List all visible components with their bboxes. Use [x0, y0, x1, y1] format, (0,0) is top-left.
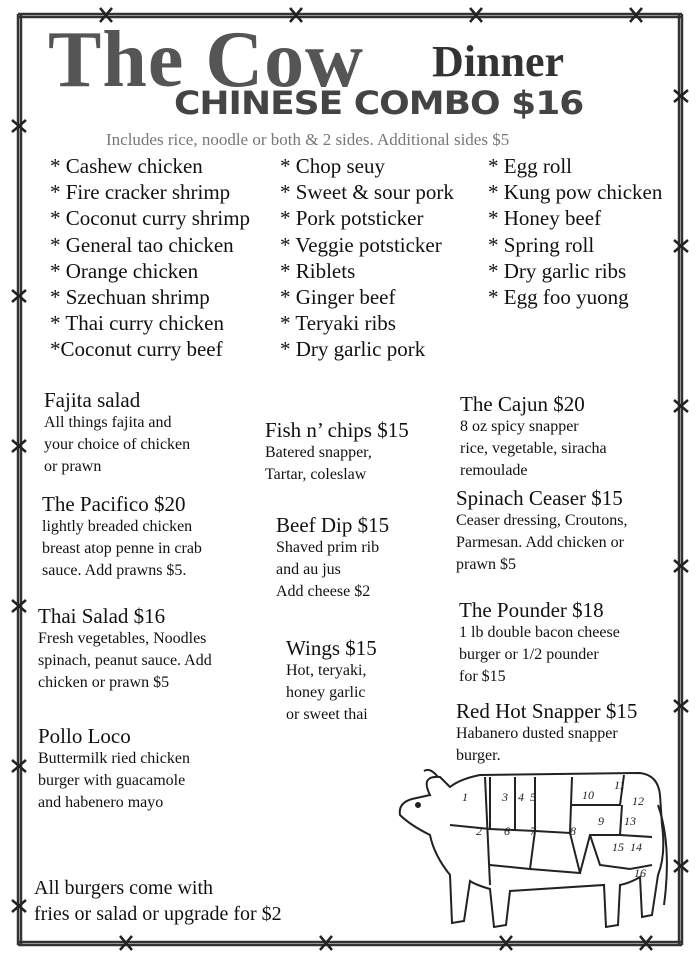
- item-desc: Buttermilk ried chicken: [38, 750, 190, 768]
- item-desc: Fresh vegetables, Noodles: [38, 630, 207, 648]
- item-desc: All things fajita and: [44, 414, 172, 432]
- item-desc: Hot, teryaki,: [286, 662, 367, 680]
- item-desc: burger with guacamole: [38, 772, 186, 790]
- cut-number: 4: [518, 790, 524, 804]
- combo-item: * Egg foo yuong: [488, 285, 629, 310]
- menu-item-red-hot-snapper: [456, 699, 637, 767]
- cut-number: 12: [632, 794, 644, 808]
- item-desc: or sweet thai: [286, 706, 368, 724]
- combo-item: * Szechuan shrimp: [50, 285, 210, 310]
- cut-number: 16: [634, 866, 646, 880]
- item-desc: rice, vegetable, siracha: [460, 440, 607, 458]
- item-title: The Pacifico $20: [42, 492, 186, 516]
- combo-item: * Riblets: [280, 258, 356, 283]
- combo-column-3: [488, 153, 662, 310]
- menu-item-fajita-salad: [44, 388, 190, 478]
- combo-column-1: [50, 153, 250, 363]
- item-desc: spinach, peanut sauce. Add: [38, 652, 212, 670]
- item-desc: Parmesan. Add chicken or: [456, 534, 624, 552]
- combo-item: * Sweet & sour pork: [280, 180, 454, 205]
- combo-item: * Egg roll: [488, 154, 572, 178]
- item-desc: or prawn: [44, 458, 102, 476]
- menu-item-wings: [286, 636, 377, 726]
- cut-number: 11: [614, 778, 626, 792]
- item-desc: prawn $5: [456, 556, 516, 574]
- combo-item: * Cashew chicken: [50, 154, 203, 178]
- item-desc: and habenero mayo: [38, 794, 164, 812]
- item-desc: Add cheese $2: [276, 583, 371, 601]
- combo-item: * Dry garlic ribs: [488, 258, 627, 283]
- burgers-note-line: All burgers come with: [34, 877, 214, 899]
- menu-item-beef-dip: [276, 513, 389, 603]
- combo-item: * Pork potsticker: [280, 206, 424, 231]
- combo-item: * Veggie potsticker: [280, 232, 442, 257]
- menu-item-pacifico: [42, 492, 202, 582]
- combo-item: * Dry garlic pork: [280, 337, 426, 362]
- item-desc: honey garlic: [286, 684, 366, 702]
- item-desc: 1 lb double bacon cheese: [459, 624, 620, 642]
- menu-item-pounder: [459, 598, 620, 688]
- meal-heading: Dinner: [432, 37, 564, 86]
- item-desc: and au jus: [276, 561, 341, 579]
- item-desc: your choice of chicken: [44, 436, 191, 454]
- cut-number: 3: [502, 790, 508, 804]
- menu-item-spinach-ceaser: [456, 486, 628, 576]
- item-title: Wings $15: [286, 636, 377, 660]
- cut-number: 6: [504, 824, 510, 838]
- cut-number: 5: [530, 790, 536, 804]
- item-title: Fajita salad: [44, 388, 141, 412]
- item-desc: for $15: [459, 668, 506, 686]
- combo-item: * Orange chicken: [50, 258, 199, 283]
- item-title: Fish n’ chips $15: [265, 418, 409, 442]
- item-desc: Habanero dusted snapper: [456, 725, 618, 743]
- cut-number: 15: [612, 840, 624, 854]
- cow-cuts-illustration: [390, 765, 670, 935]
- combo-item: * General tao chicken: [50, 232, 234, 257]
- item-title: Beef Dip $15: [276, 513, 390, 537]
- burgers-note: [34, 875, 282, 927]
- item-desc: Batered snapper,: [265, 444, 372, 462]
- combo-item: * Teryaki ribs: [280, 311, 396, 336]
- cut-number: 14: [630, 840, 642, 854]
- cut-number: 7: [530, 824, 536, 838]
- combo-column-2: [280, 153, 454, 363]
- item-desc: Shaved prim rib: [276, 539, 380, 557]
- combo-item: * Spring roll: [488, 232, 595, 257]
- item-desc: Tartar, coleslaw: [265, 466, 367, 484]
- combo-includes-note: Includes rice, noodle or both & 2 sides. Additional sides $5: [106, 130, 510, 149]
- item-desc: breast atop penne in crab: [42, 540, 202, 558]
- item-desc: lightly breaded chicken: [42, 518, 193, 536]
- combo-item: * Honey beef: [488, 206, 602, 231]
- item-desc: chicken or prawn $5: [38, 674, 170, 692]
- item-desc: sauce. Add prawns $5.: [42, 562, 187, 580]
- item-title: The Pounder $18: [459, 598, 604, 622]
- cut-number: 9: [598, 814, 604, 828]
- item-desc: Ceaser dressing, Croutons,: [456, 512, 628, 530]
- cut-number: 10: [582, 788, 594, 802]
- item-title: Red Hot Snapper $15: [456, 699, 638, 723]
- menu-item-pollo-loco: [38, 724, 190, 814]
- cut-number: 8: [570, 824, 576, 838]
- menu-item-thai-salad: [38, 604, 212, 694]
- combo-item: * Fire cracker shrimp: [50, 180, 231, 205]
- item-title: Spinach Ceaser $15: [456, 486, 623, 510]
- combo-item: * Ginger beef: [280, 285, 396, 310]
- restaurant-title: The Cow: [48, 16, 364, 104]
- burgers-note-line: fries or salad or upgrade for $2: [34, 903, 282, 925]
- cut-number: 1: [462, 790, 468, 804]
- menu-item-cajun: [460, 392, 607, 482]
- cut-number: 13: [624, 814, 636, 828]
- cut-number: 2: [476, 824, 482, 838]
- item-desc: burger or 1/2 pounder: [459, 646, 599, 664]
- combo-item: * Kung pow chicken: [488, 180, 663, 205]
- item-desc: 8 oz spicy snapper: [460, 418, 579, 436]
- item-title: Thai Salad $16: [38, 604, 166, 628]
- item-desc: remoulade: [460, 462, 528, 480]
- combo-heading: CHINESE COMBO $16: [174, 85, 584, 123]
- combo-item: * Chop seuy: [280, 154, 385, 178]
- combo-item: * Coconut curry shrimp: [50, 206, 251, 231]
- item-title: The Cajun $20: [460, 392, 585, 416]
- combo-item: *Coconut curry beef: [50, 337, 223, 362]
- menu-item-fish-chips: [265, 418, 409, 486]
- item-title: Pollo Loco: [38, 724, 131, 748]
- item-desc: burger.: [456, 747, 501, 765]
- combo-item: * Thai curry chicken: [50, 311, 224, 336]
